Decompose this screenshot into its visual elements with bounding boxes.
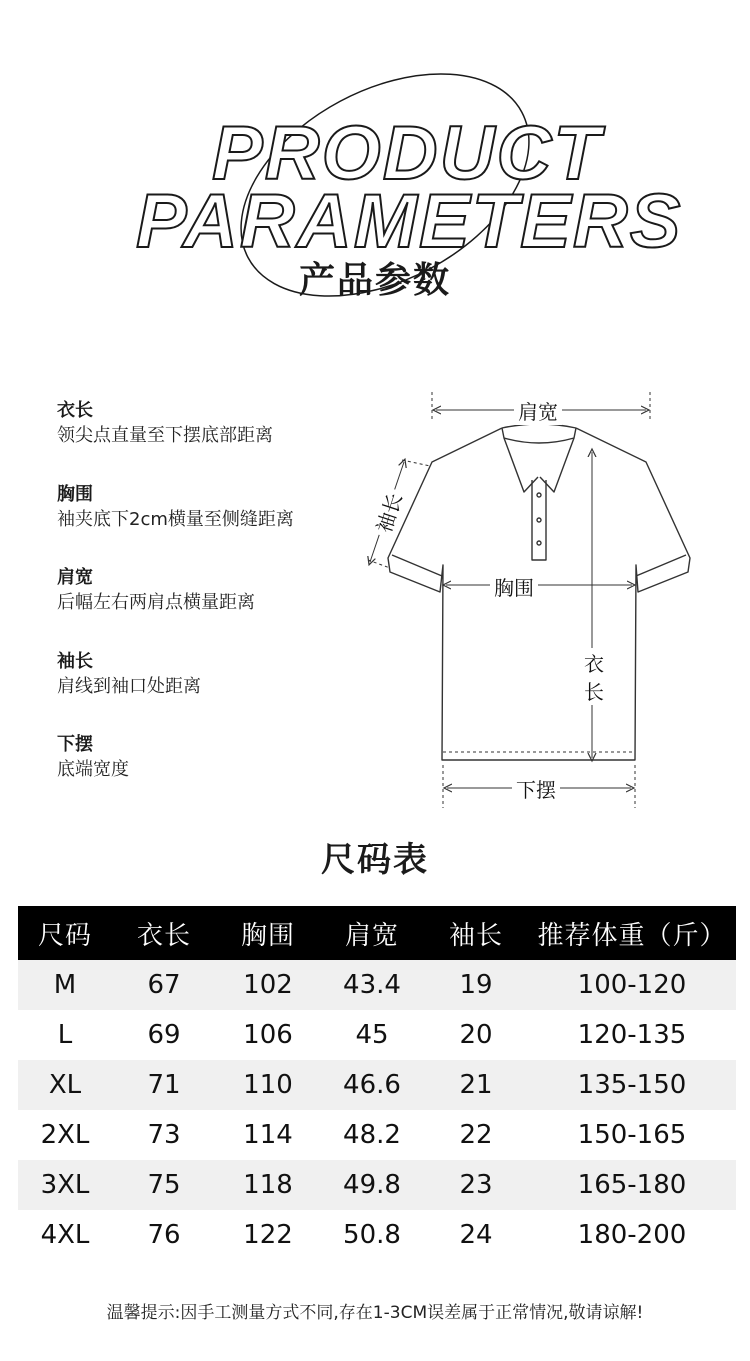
table-cell: 100-120	[528, 960, 736, 1010]
definition-desc: 袖夹底下2cm横量至侧缝距离	[57, 509, 294, 530]
shoulder-width-label: 肩宽	[514, 396, 562, 425]
definition-term: 下摆	[57, 734, 93, 755]
column-header: 尺码	[18, 906, 112, 960]
table-cell: 2XL	[40, 1120, 90, 1150]
size-chart-table	[18, 906, 736, 1260]
table-cell: 45	[355, 1020, 389, 1050]
table-row	[18, 1160, 736, 1210]
table-cell: 22	[459, 1120, 493, 1150]
table-cell: 150-165	[577, 1120, 687, 1150]
title-line-2: PARAMETERS	[136, 179, 683, 264]
table-cell: 46.6	[320, 1060, 424, 1110]
table-cell: XL	[18, 1060, 112, 1110]
table-row	[18, 1110, 736, 1160]
column-header: 衣长	[112, 906, 216, 960]
table-cell: M	[18, 960, 112, 1010]
title-line-1: PRODUCT	[212, 111, 602, 196]
table-cell: 21	[424, 1060, 528, 1110]
table-row	[18, 960, 736, 1010]
table-cell: 4XL	[40, 1220, 90, 1250]
definition-term: 衣长	[57, 400, 93, 421]
table-header-row	[18, 906, 736, 960]
table-row	[18, 1210, 736, 1260]
length-label-1: 衣	[580, 648, 608, 677]
table-cell: 24	[459, 1220, 493, 1250]
table-cell: 180-200	[577, 1220, 687, 1250]
column-header: 推荐体重（斤）	[528, 906, 736, 960]
hem-label: 下摆	[512, 774, 560, 803]
definition-desc: 领尖点直量至下摆底部距离	[57, 425, 273, 446]
definition-desc: 肩线到袖口处距离	[57, 676, 201, 697]
table-cell: 71	[112, 1060, 216, 1110]
table-cell: 106	[243, 1020, 293, 1050]
definition-term: 胸围	[57, 484, 93, 505]
page-subtitle: 产品参数	[298, 260, 451, 301]
table-cell: 120-135	[577, 1020, 687, 1050]
table-cell: L	[57, 1020, 73, 1050]
footer-note: 温馨提示:因手工测量方式不同,存在1-3CM误差属于正常情况,敬请谅解!	[106, 1303, 644, 1323]
shirt-measurement-diagram	[340, 380, 750, 820]
table-cell: 43.4	[320, 960, 424, 1010]
table-cell: 49.8	[320, 1160, 424, 1210]
definition-desc: 后幅左右两肩点横量距离	[57, 592, 255, 613]
definition-term: 肩宽	[57, 567, 93, 588]
table-cell: 73	[147, 1120, 181, 1150]
table-cell: 67	[112, 960, 216, 1010]
table-cell: 165-180	[528, 1160, 736, 1210]
column-header: 肩宽	[320, 906, 424, 960]
polo-shirt-icon	[340, 380, 750, 820]
table-cell: 50.8	[343, 1220, 401, 1250]
table-cell: 69	[147, 1020, 181, 1050]
sleeve-length-label: 袖长	[367, 485, 409, 540]
table-cell: 75	[112, 1160, 216, 1210]
table-cell: 76	[147, 1220, 181, 1250]
table-row	[18, 1060, 736, 1110]
table-cell: 122	[243, 1220, 293, 1250]
table-row	[18, 1010, 736, 1060]
definition-term: 袖长	[57, 651, 93, 672]
table-cell: 118	[216, 1160, 320, 1210]
length-label-2: 长	[580, 676, 608, 705]
definition-desc: 底端宽度	[57, 759, 129, 780]
column-header: 袖长	[424, 906, 528, 960]
chest-label: 胸围	[490, 572, 538, 601]
table-cell: 48.2	[343, 1120, 401, 1150]
table-cell: 19	[424, 960, 528, 1010]
table-cell: 20	[459, 1020, 493, 1050]
column-header: 胸围	[216, 906, 320, 960]
size-chart-title: 尺码表	[321, 840, 429, 880]
header	[0, 0, 750, 340]
table-cell: 102	[216, 960, 320, 1010]
table-cell: 23	[424, 1160, 528, 1210]
table-cell: 135-150	[528, 1060, 736, 1110]
table-cell: 114	[243, 1120, 293, 1150]
table-cell: 3XL	[18, 1160, 112, 1210]
table-cell: 110	[216, 1060, 320, 1110]
